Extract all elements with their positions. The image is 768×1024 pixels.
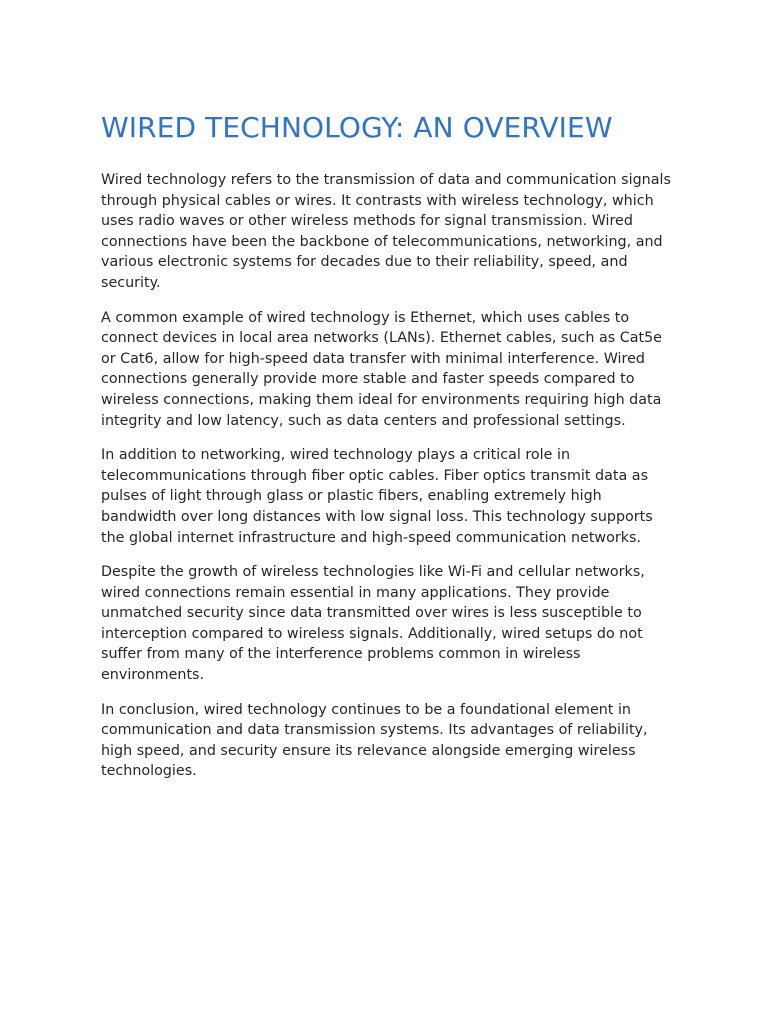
paragraph-intro: Wired technology refers to the transmission of data and communication signals through physical cables or wires. It contrasts with wireless technology, which uses radio waves or other wireless methods for signal transmission. Wired connections have been the backbone of telecommunications, networking, and various electronic systems for decades due to their reliability, speed, and security. [101, 172, 671, 291]
paragraph-conclusion: In conclusion, wired technology continues to be a foundational element in communication and data transmission systems. Its advantages of reliability, high speed, and security ensure its relevance alongside emerging wireless technologies. [101, 701, 648, 780]
paragraph-fiber-optics: In addition to networking, wired technology plays a critical role in telecommunications through fiber optic cables. Fiber optics transmit data as pulses of light through glass or plastic fibers, enabling extremely high bandwidth over long distances with low signal loss. This technology supports the global internet infrastructure and high-speed communication networks. [101, 447, 653, 546]
document-page [101, 108, 675, 796]
document-title: WIRED TECHNOLOGY: AN OVERVIEW [101, 111, 613, 144]
paragraph-wireless-comparison: Despite the growth of wireless technologies like Wi-Fi and cellular networks, wired connections remain essential in many applications. They provide unmatched security since data transmitted over wires is less susceptible to interception compared to wireless signals. Additionally, wired setups do not suffer from many of the interference problems common in wireless environments. [101, 564, 645, 684]
paragraph-ethernet: A common example of wired technology is Ethernet, which uses cables to connect devices in local area networks (LANs). Ethernet cables, such as Cat5e or Cat6, allow for high-speed data transfer with minimal interference. Wired connections generally provide more stable and faster speeds compared to wireless connections, making them ideal for environments requiring high data integrity and low latency, such as data centers and professional settings. [101, 309, 662, 429]
